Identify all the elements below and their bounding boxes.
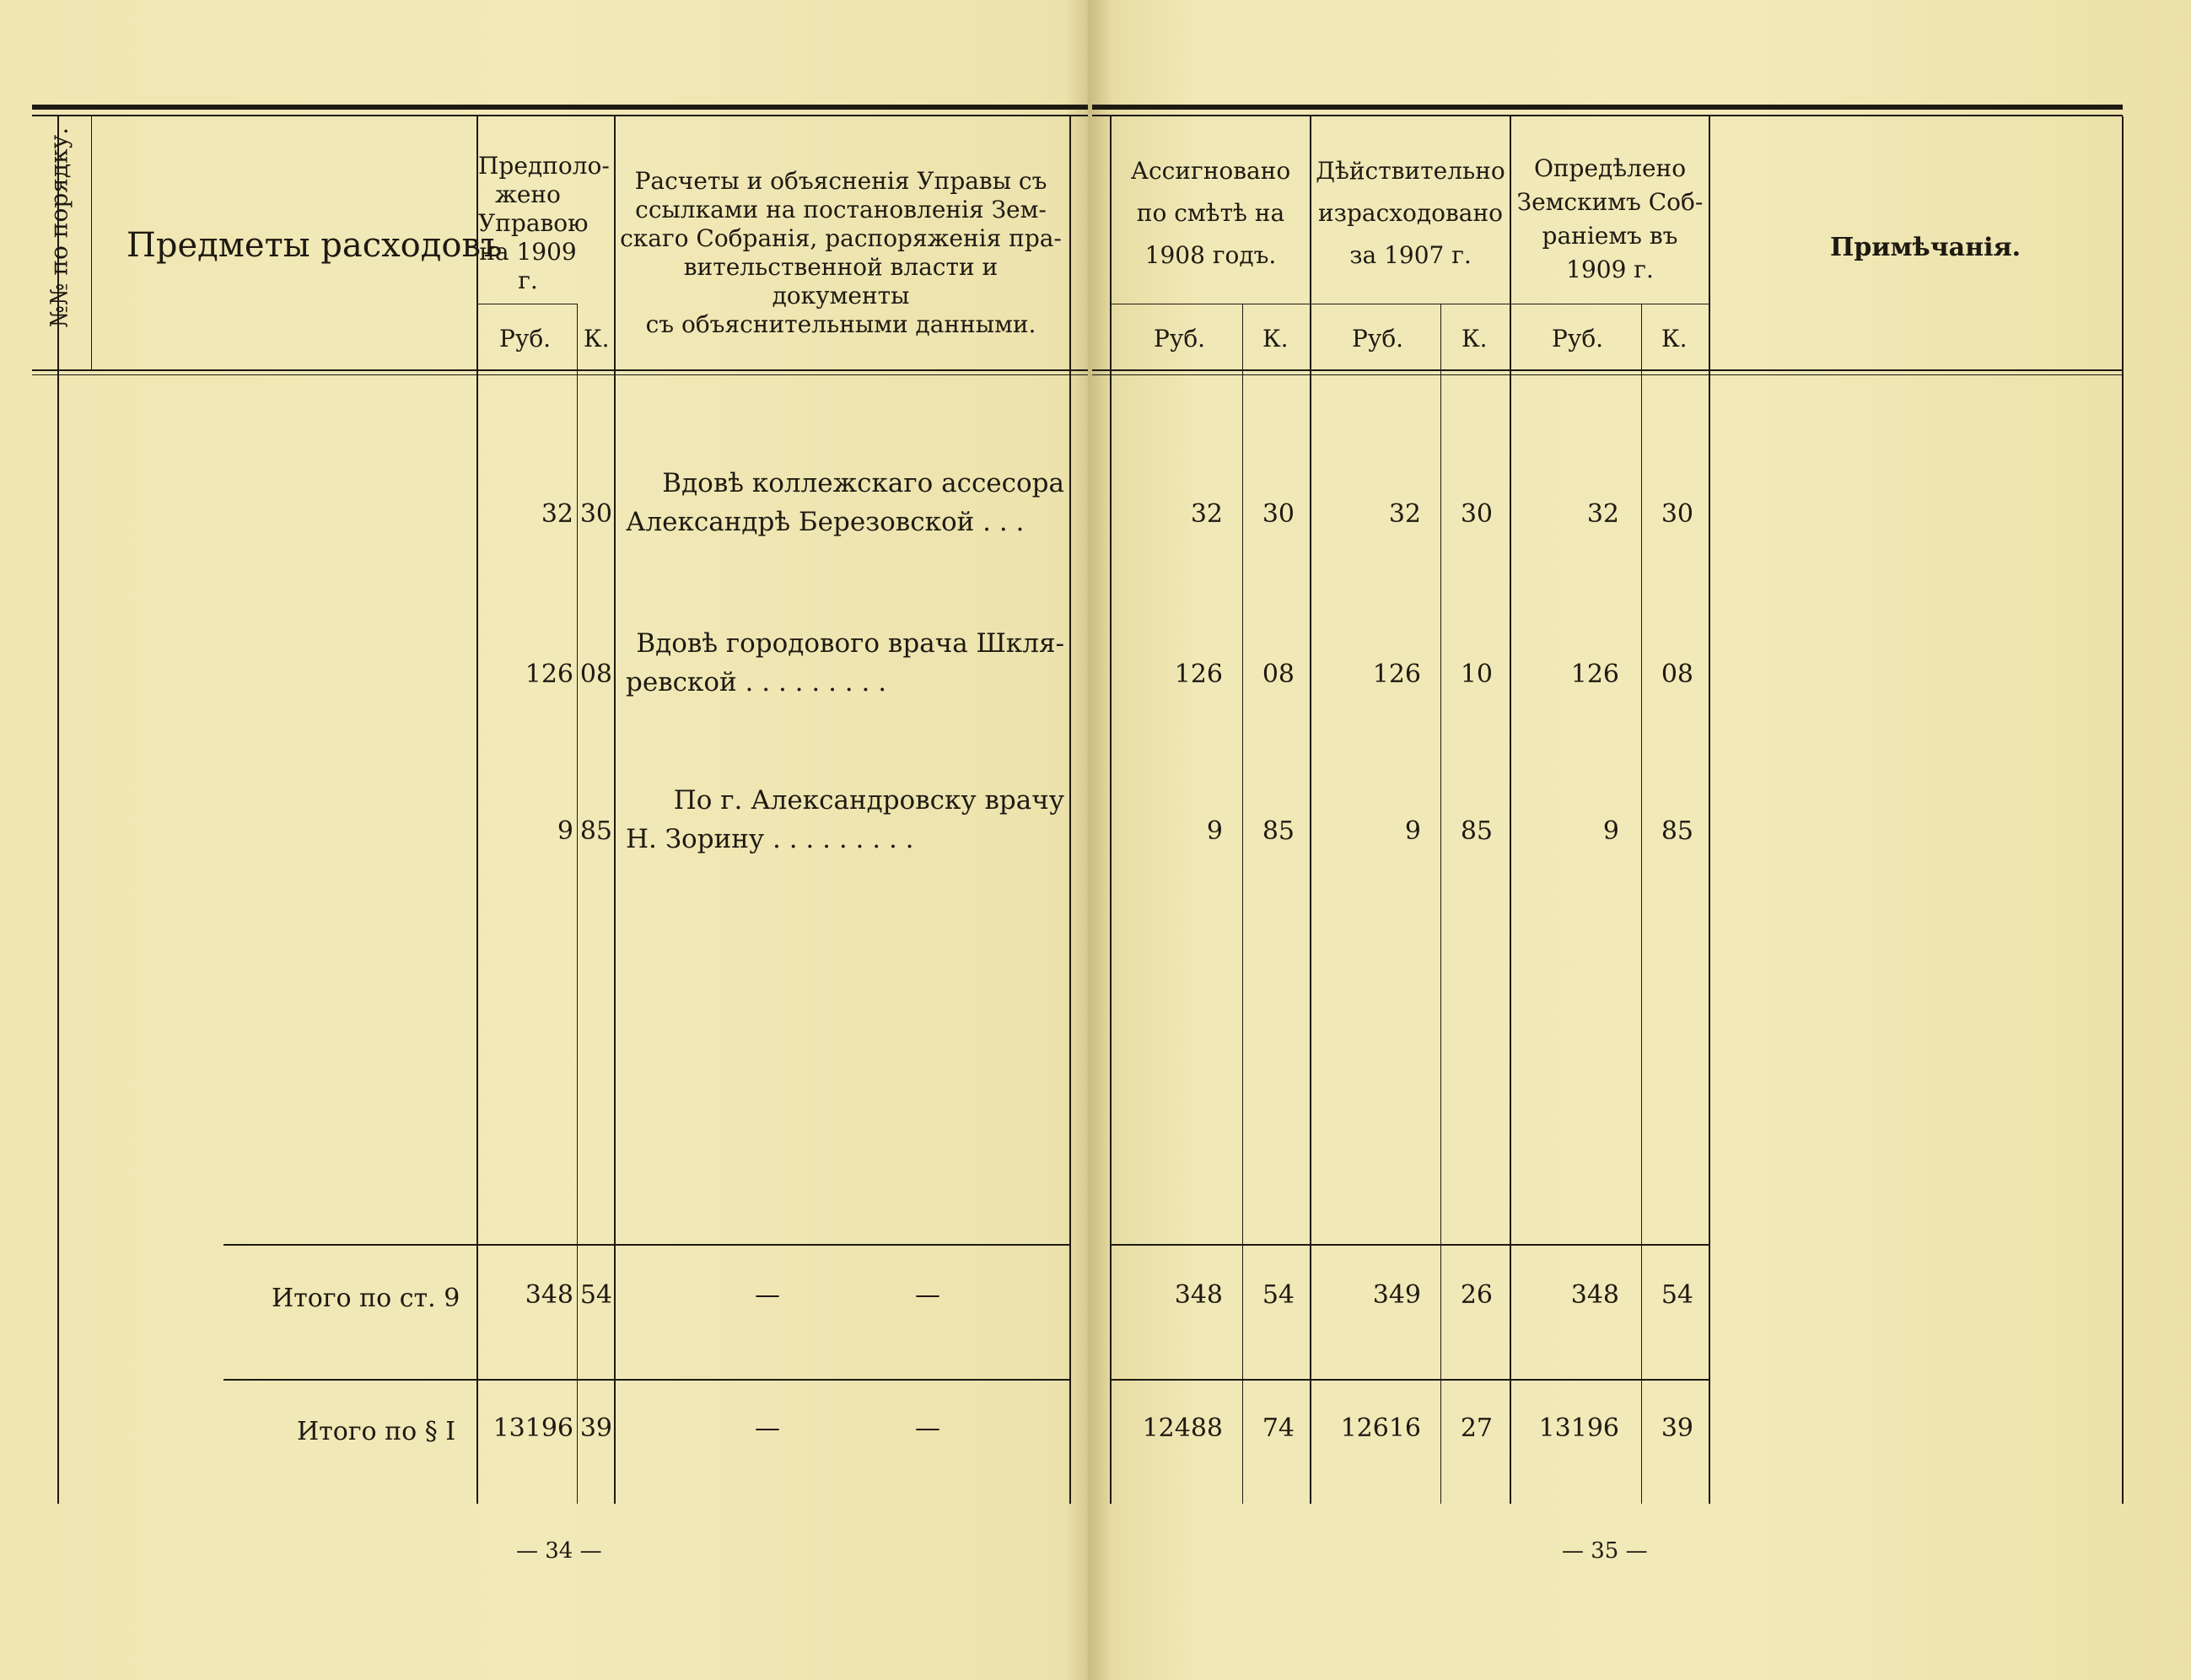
explanations-header: Расчеты и объясненія Управы съ ссылками на постановленія Зем- скаго Собранія, распоряженія пра- вительственной власти и документы съ объяснительными данными.	[620, 167, 1062, 338]
spent-rub-header: Руб.	[1352, 325, 1404, 353]
spent-header: Дѣйствительно израсходовано за 1907 г.	[1316, 157, 1505, 269]
determined-rub-header: Руб.	[1552, 325, 1604, 353]
notes-header: Примѣчанія.	[1830, 233, 2021, 262]
items-header: Предметы расходовъ	[127, 226, 503, 265]
assigned-rub-header: Руб.	[1154, 325, 1206, 353]
assigned-kop-header: К.	[1262, 325, 1289, 353]
determined-header: Опредѣлено Земскимъ Соб- раніемъ въ 1909 г.	[1516, 154, 1704, 283]
page-number-left: — 34 —	[516, 1538, 602, 1564]
proposed-kop-header: К.	[584, 325, 610, 353]
spent-kop-header: К.	[1462, 325, 1488, 353]
order-number-header: №№ по порядку.	[45, 127, 73, 328]
assigned-header: Ассигновано по смѣтѣ на 1908 годъ.	[1130, 157, 1291, 269]
book-gutter	[1064, 0, 1113, 1680]
proposed-rub-header: Руб.	[499, 325, 552, 353]
page-number-right: — 35 —	[1562, 1538, 1648, 1564]
determined-kop-header: К.	[1661, 325, 1688, 353]
proposed-header: Предполо- жено Управою на 1909 г.	[478, 152, 610, 294]
